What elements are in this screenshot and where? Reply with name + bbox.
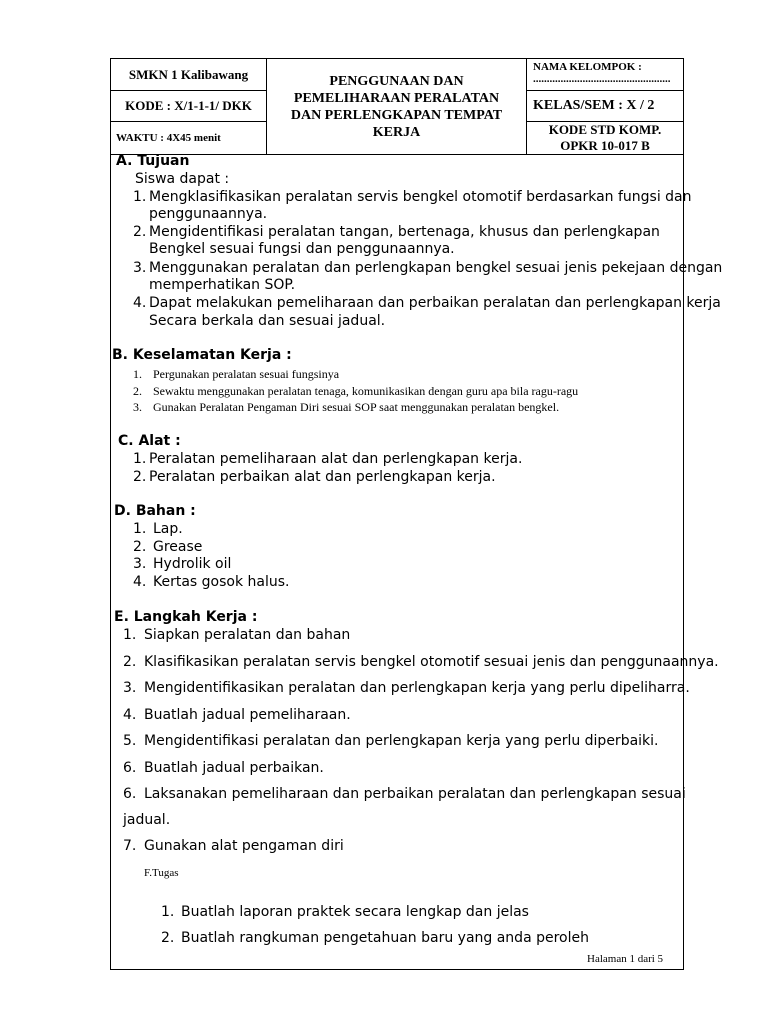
section-e-item-5-text: Mengidentifikasi peralatan dan perlengkapan kerja yang perlu diperbaiki. (144, 733, 659, 749)
section-a-item-2-num: 2. (133, 224, 147, 240)
section-a-item-4-line2: Secara berkala dan sesuai jadual. (149, 313, 386, 329)
section-a-item-2-line1: Mengidentifikasi peralatan tangan, bertenaga, khusus dan perlengkapan (149, 224, 660, 240)
section-e-item-6-text: Buatlah jadual perbaikan. (144, 760, 324, 776)
section-e-item-4-num: 4. (123, 707, 137, 723)
section-e-item-7-text: Laksanakan pemeliharaan dan perbaikan peralatan dan perlengkapan sesuai (144, 786, 686, 802)
section-d-item-1-text: Lap. (153, 521, 183, 537)
section-e-item-4-text: Buatlah jadual pemeliharaan. (144, 707, 351, 723)
section-b-item-3-num: 3. (133, 400, 142, 414)
section-f-item-1-text: Buatlah laporan praktek secara lengkap dan jelas (181, 904, 529, 920)
section-e-item-3-text: Mengidentifikasikan peralatan dan perlengkapan kerja yang perlu dipeliharra. (144, 680, 690, 696)
section-c-item-2-text: Peralatan perbaikan alat dan perlengkapan kerja. (149, 469, 496, 485)
nama-kelompok-field: .................................................. (533, 73, 671, 85)
section-f-item-2-text: Buatlah rangkuman pengetahuan baru yang anda peroleh (181, 930, 589, 946)
section-d-item-1-num: 1. (133, 521, 147, 537)
section-b-item-1-num: 1. (133, 367, 142, 381)
section-a-heading: A. Tujuan (116, 153, 190, 169)
section-d-item-4-text: Kertas gosok halus. (153, 574, 290, 590)
section-e-item-2-text: Klasifikasikan peralatan servis bengkel otomotif sesuai jenis dan penggunaannya. (144, 654, 719, 670)
kode-std-line-2: OPKR 10-017 B (560, 138, 650, 153)
section-a-intro: Siswa dapat : (135, 171, 230, 187)
section-a-item-1-line1: Mengklasifikasikan peralatan servis bengkel otomotif berdasarkan fungsi dan (149, 189, 692, 205)
document-title (267, 59, 527, 155)
section-e-item-6-num: 6. (123, 760, 137, 776)
school-name: SMKN 1 Kalibawang (111, 59, 267, 91)
section-e-heading: E. Langkah Kerja : (114, 609, 258, 625)
section-b-item-3-text: Gunakan Peralatan Pengaman Diri sesuai SOP saat menggunakan peralatan bengkel. (153, 400, 560, 414)
section-c-item-1-text: Peralatan pemeliharaan alat dan perlengkapan kerja. (149, 451, 523, 467)
section-d-item-2-num: 2. (133, 539, 147, 555)
nama-kelompok-cell (527, 59, 684, 91)
section-e-item-7-continuation: jadual. (123, 812, 171, 828)
header-table (110, 58, 684, 155)
section-a-item-4-line1: Dapat melakukan pemeliharaan dan perbaikan peralatan dan perlengkapan kerja (149, 295, 721, 311)
section-c-item-1-num: 1. (133, 451, 147, 467)
section-e-item-8-num: 7. (123, 838, 137, 854)
section-f-item-1-num: 1. (161, 904, 175, 920)
section-a-item-1-num: 1. (133, 189, 147, 205)
kode-std-line-1: KODE STD KOMP. (548, 122, 662, 137)
waktu-cell: WAKTU : 4X45 menit (111, 122, 267, 155)
section-a-item-3-line1: Menggunakan peralatan dan perlengkapan bengkel sesuai jenis pekejaan dengan (149, 260, 723, 276)
title-line-1: PENGGUNAAN DAN (329, 73, 464, 89)
section-e-item-7-num: 6. (123, 786, 137, 802)
section-b-item-2-num: 2. (133, 384, 142, 398)
section-d-item-4-num: 4. (133, 574, 147, 590)
section-a-item-2-line2: Bengkel sesuai fungsi dan penggunaannya. (149, 241, 455, 257)
section-a-item-1-line2: penggunaannya. (149, 206, 268, 222)
section-e-item-2-num: 2. (123, 654, 137, 670)
section-d-item-3-text: Hydrolik oil (153, 556, 232, 572)
section-c-item-2-num: 2. (133, 469, 147, 485)
kode-std-cell (527, 122, 684, 155)
section-e-item-8-text: Gunakan alat pengaman diri (144, 838, 344, 854)
section-b-item-1-text: Pergunakan peralatan sesuai fungsinya (153, 367, 340, 381)
section-d-heading: D. Bahan : (114, 503, 196, 519)
section-d-item-3-num: 3. (133, 556, 147, 572)
section-a-item-3-line2: memperhatikan SOP. (149, 277, 296, 293)
nama-kelompok-label: NAMA KELOMPOK : (533, 61, 642, 73)
page-number: Halaman 1 dari 5 (587, 953, 664, 965)
section-e-item-3-num: 3. (123, 680, 137, 696)
kelas-sem-cell: KELAS/SEM : X / 2 (527, 91, 684, 122)
section-a-item-4-num: 4. (133, 295, 147, 311)
section-e-item-1-text: Siapkan peralatan dan bahan (144, 627, 351, 643)
section-b-heading: B. Keselamatan Kerja : (112, 347, 292, 363)
section-e-item-1-num: 1. (123, 627, 137, 643)
title-line-4: KERJA (372, 124, 421, 140)
section-c-heading: C. Alat : (118, 433, 181, 449)
section-f-heading: F.Tugas (144, 867, 179, 879)
title-line-3: DAN PERLENGKAPAN TEMPAT (290, 107, 503, 123)
title-line-2: PEMELIHARAAN PERALATAN (293, 90, 500, 106)
kode-cell: KODE : X/1-1-1/ DKK (111, 91, 267, 122)
section-a-item-3-num: 3. (133, 260, 147, 276)
section-b-item-2-text: Sewaktu menggunakan peralatan tenaga, komunikasikan dengan guru apa bila ragu-ragu (153, 384, 579, 398)
section-f-item-2-num: 2. (161, 930, 175, 946)
section-d-item-2-text: Grease (153, 539, 203, 555)
section-e-item-5-num: 5. (123, 733, 137, 749)
